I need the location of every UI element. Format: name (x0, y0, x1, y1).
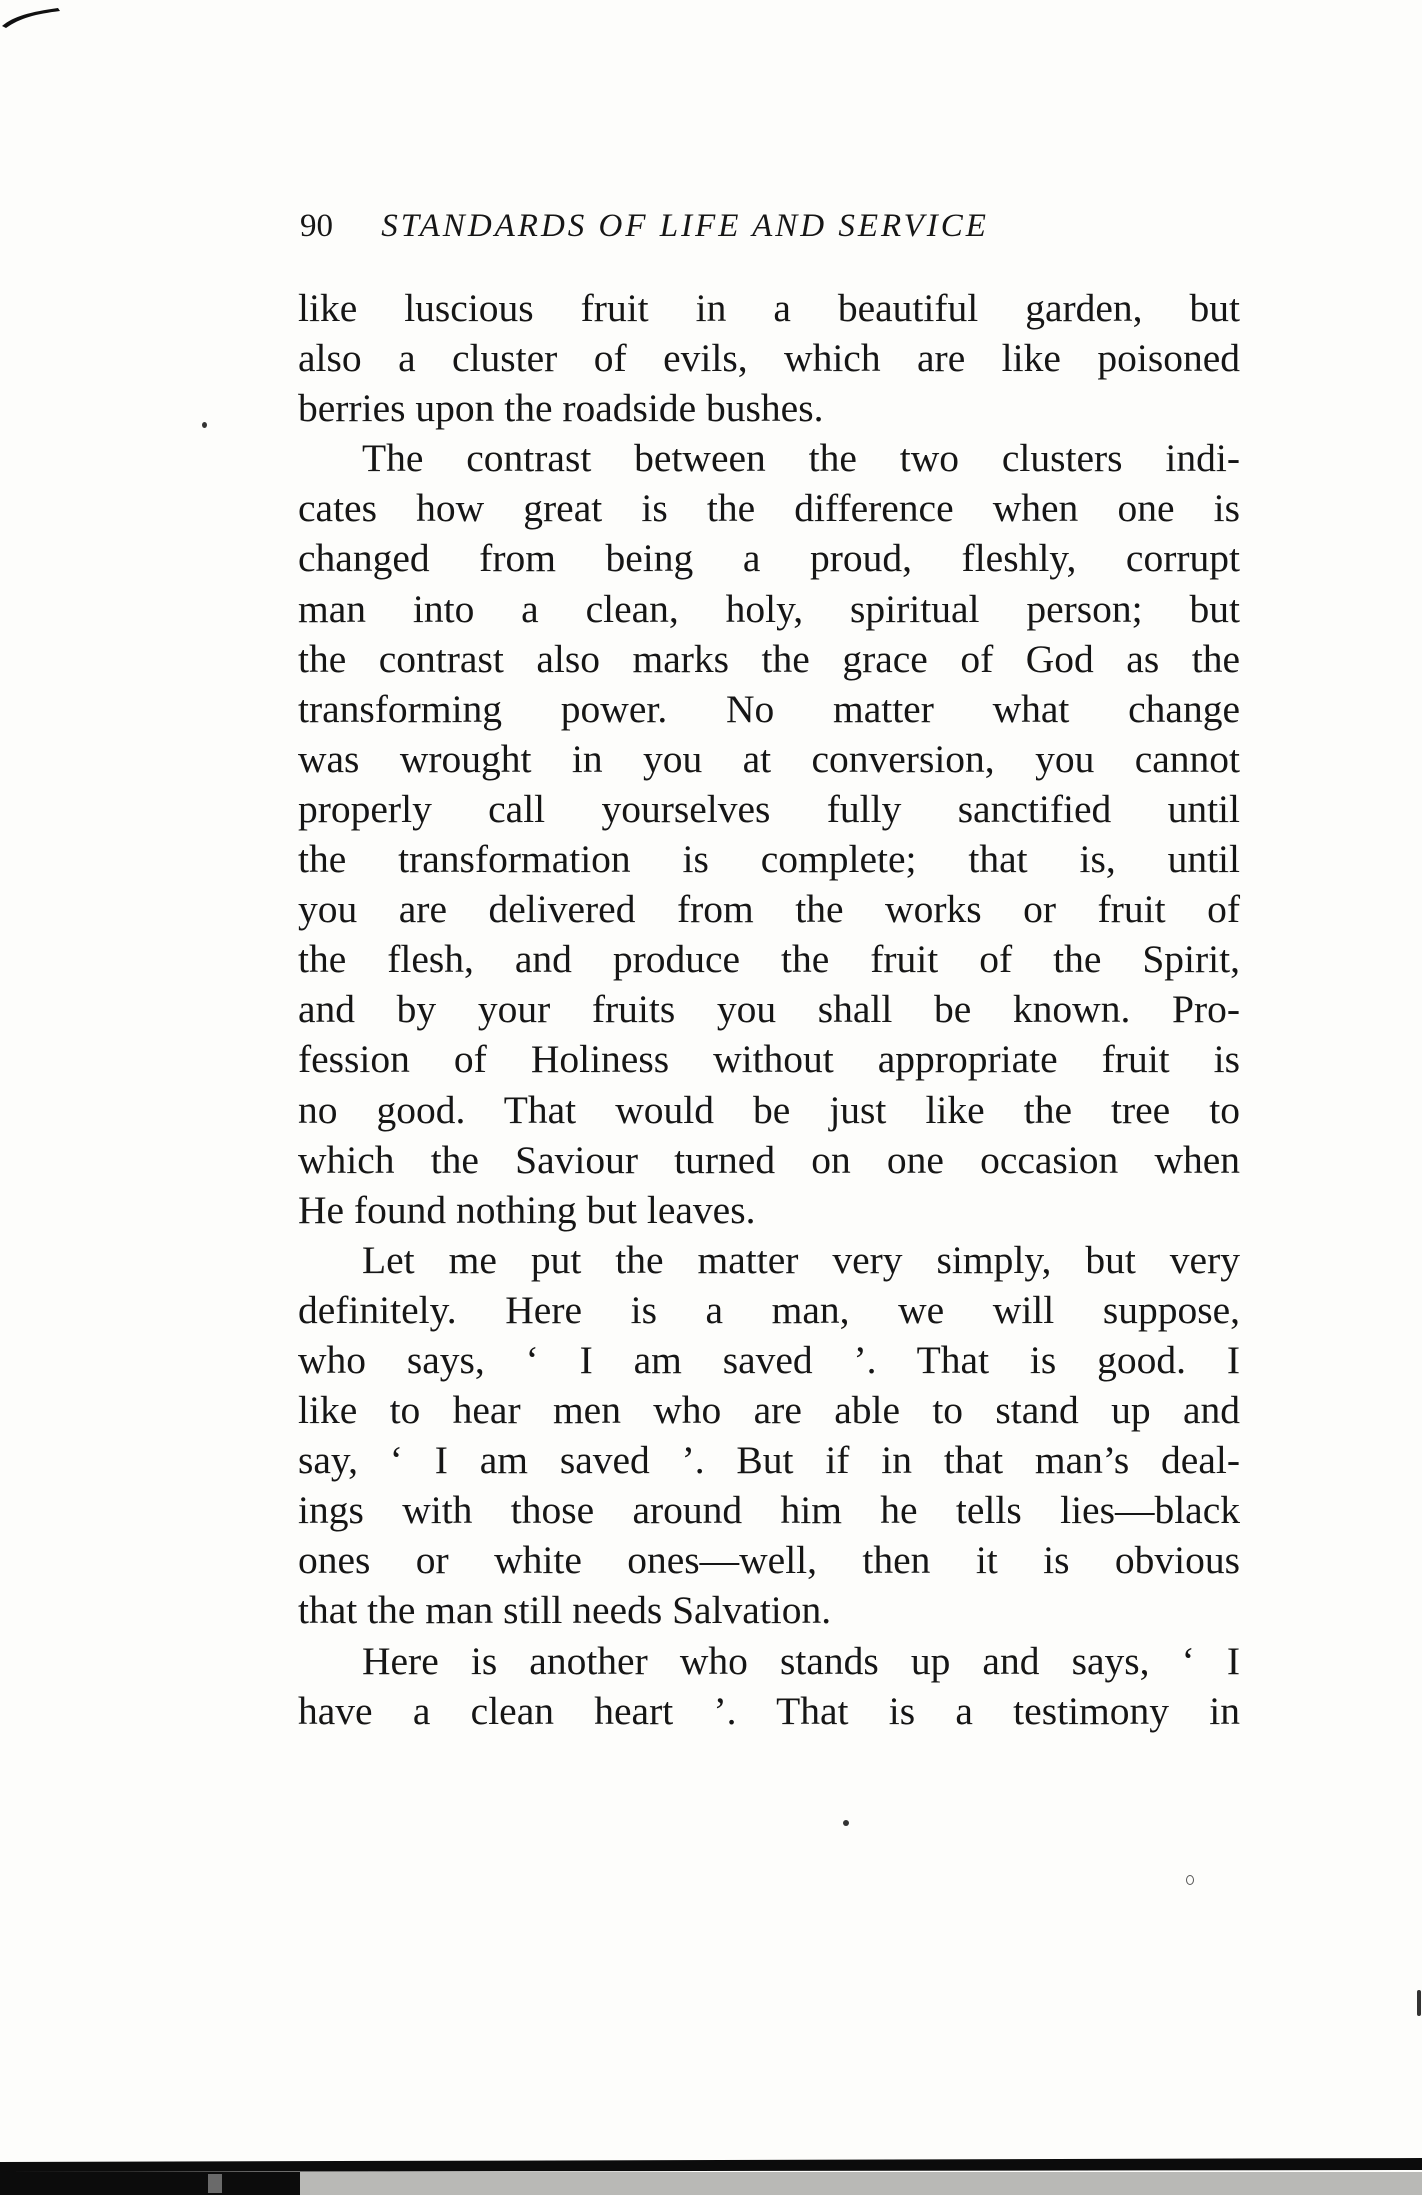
scan-speck (1417, 1990, 1421, 2016)
text-line: that the man still needs Salvation. (298, 1588, 832, 1633)
text-line: which the Saviour turned on one occasion when (298, 1137, 1240, 1182)
text-line: Let me put the matter very simply, but very (362, 1237, 1240, 1282)
text-line: like luscious fruit in a beautiful garden, but (298, 286, 1240, 330)
text-line: Here is another who stands up and says, ‘ I (362, 1638, 1240, 1683)
text-line: definitely. Here is a man, we will suppose, (298, 1287, 1240, 1332)
text-line: no good. That would be just like the tree to (298, 1087, 1240, 1132)
bottom-edge-shadow (0, 2158, 1422, 2195)
text-line: berries upon the roadside bushes. (298, 386, 824, 431)
ink-mark-icon (0, 6, 62, 28)
text-line: like to hear men who are able to stand up and (298, 1388, 1240, 1433)
text-line: say, ‘ I am saved ’. But if in that man’s deal- (298, 1438, 1240, 1483)
text-line: man into a clean, holy, spiritual person; but (298, 586, 1240, 631)
book-title: STANDARDS OF LIFE AND SERVICE (381, 208, 989, 244)
text-line: you are delivered from the works or fruit of (298, 887, 1240, 932)
text-line: transforming power. No matter what change (298, 686, 1240, 731)
text-line: properly call yourselves fully sanctified until (298, 786, 1240, 831)
body-text (298, 283, 1240, 1736)
text-line: fession of Holiness without appropriate fruit is (298, 1037, 1240, 1082)
text-line: and by your fruits you shall be known. Pro- (298, 987, 1240, 1032)
text-line: changed from being a proud, fleshly, corrupt (298, 536, 1240, 581)
text-line: ings with those around him he tells lies—black (298, 1488, 1240, 1533)
text-line: also a cluster of evils, which are like poisoned (298, 336, 1240, 381)
text-line: the contrast also marks the grace of God as the (298, 636, 1240, 681)
scan-speck (1186, 1875, 1194, 1885)
page-number: 90 (300, 208, 333, 244)
text-line: The contrast between the two clusters indi- (362, 436, 1240, 481)
text-line: was wrought in you at conversion, you cannot (298, 736, 1240, 781)
text-line: have a clean heart ’. That is a testimony in (298, 1688, 1240, 1733)
text-line: who says, ‘ I am saved ’. That is good. I (298, 1337, 1240, 1382)
scan-speck (843, 1820, 849, 1826)
scan-speck (202, 422, 207, 428)
text-line: cates how great is the difference when one is (298, 486, 1240, 531)
text-line: ones or white ones—well, then it is obvious (298, 1538, 1240, 1583)
text-line: the flesh, and produce the fruit of the Spirit, (298, 937, 1240, 982)
running-head (300, 208, 1200, 252)
text-line: the transformation is complete; that is, until (298, 837, 1240, 882)
text-line: He found nothing but leaves. (298, 1187, 756, 1232)
